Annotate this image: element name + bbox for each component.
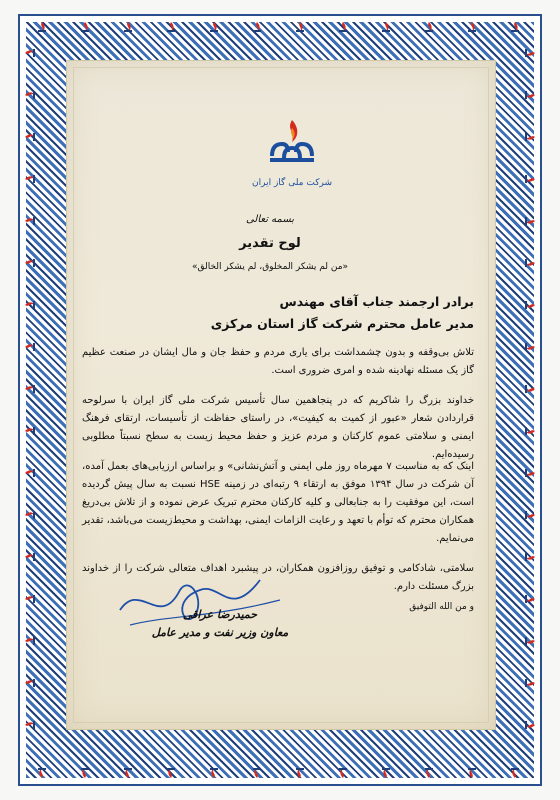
flame-icon (525, 383, 535, 395)
flame-icon (525, 509, 535, 521)
flame-icon (525, 341, 535, 353)
flame-icon (25, 299, 35, 311)
flame-icon (525, 467, 535, 479)
flame-icon (337, 22, 349, 32)
certificate-title: لوح تقدیر (239, 236, 301, 251)
flame-icon (25, 47, 35, 59)
flame-icon (122, 22, 134, 32)
flame-icon (525, 593, 535, 605)
flame-icon (525, 551, 535, 563)
flame-icon (25, 173, 35, 185)
flame-icon (25, 341, 35, 353)
flame-icon (25, 635, 35, 647)
flame-icon (525, 47, 535, 59)
flame-icon (525, 719, 535, 731)
flame-icon (423, 768, 435, 778)
flame-icon (25, 719, 35, 731)
flame-icon (208, 768, 220, 778)
flame-icon (525, 89, 535, 101)
flame-icon (525, 677, 535, 689)
flame-icon (25, 257, 35, 269)
flame-icon (525, 299, 535, 311)
flame-icon (165, 768, 177, 778)
recipient-line-1: برادر ارجمند جناب آقای مهندس (279, 294, 474, 309)
flame-icon (36, 768, 48, 778)
flame-icon (525, 425, 535, 437)
flame-icon (509, 768, 521, 778)
basmala: بسمه تعالی (245, 214, 295, 225)
flame-icon (122, 768, 134, 778)
flame-icon (79, 22, 91, 32)
flame-icon (509, 22, 521, 32)
flame-icon (25, 467, 35, 479)
flame-icon (251, 768, 263, 778)
flame-icon (25, 509, 35, 521)
flame-icon (466, 22, 478, 32)
certificate-subtitle: «من لم یشکر المخلوق، لم یشکر الخالق» (191, 262, 349, 272)
body-paragraph-2: خداوند بزرگ را شاکریم که در پنجاهمین سال تأسیس شرکت ملی گاز ایران با سرلوحه قراردادن شعار «عبور از کمیت به کیفیت»، در راستای حفاظت از تأسیسات، ارتقای فرهنگ ایمنی و سلامتی عموم کارکنان و مردم عزیز و حفظ محیط زیست به سطح نسبتاً مطلوبی رسیده‌ایم. (82, 395, 474, 460)
flame-icon (466, 768, 478, 778)
signer-title: معاون وزیر نفت و مدیر عامل (151, 626, 289, 639)
flame-icon (251, 22, 263, 32)
body-paragraph-4: سلامتی، شادکامی و توفیق روزافزون همکاران، در پیشبرد اهداف متعالی شرکت را از خداوند بزرگ مسئلت دارم. (82, 563, 474, 592)
flame-icon (25, 551, 35, 563)
flame-icon (208, 22, 220, 32)
flame-icon (25, 89, 35, 101)
flame-icon (525, 131, 535, 143)
flame-icon (25, 131, 35, 143)
recipient-line-2: مدیر عامل محترم شرکت گاز استان مرکزی (210, 316, 474, 331)
signer-name: حمیدرضا عراقی (182, 608, 258, 621)
flame-icon (525, 257, 535, 269)
body-paragraph-3: اینک که به مناسبت ۷ مهرماه روز ملی ایمنی و آتش‌نشانی» و براساس ارزیابی‌های بعمل آمده، آن شرکت در سال ۱۳۹۴ موفق به ارتقاء ۹ رتبه‌ای در زمینه HSE نسبت به سال پیش گردیده است، این موفقیت را به جنابعالی و کلیه کارکنان محترم تبریک عرض نموده و از تلاش بی‌دریغ همکاران محترم که توأم با تعهد و رعایت الزامات ایمنی، بهداشت و محیط‌زیست می‌باشد، تقدیر می‌نمایم. (82, 461, 475, 544)
flame-icon (525, 215, 535, 227)
body-paragraph-1: تلاش بی‌وقفه و بدون چشمداشت برای یاری مردم و حفظ جان و مال ایشان در صنعت عظیم گاز یک مسئله نهادینه شده و امری ضروری است. (82, 347, 474, 376)
nigc-flame-logo-icon (262, 116, 322, 176)
flame-icon (25, 425, 35, 437)
flame-icon (25, 383, 35, 395)
flame-icon (25, 677, 35, 689)
flame-icon (294, 768, 306, 778)
flame-icon (165, 22, 177, 32)
flame-icon (25, 215, 35, 227)
flame-icon (36, 22, 48, 32)
flame-icon (380, 768, 392, 778)
logo-caption: شرکت ملی گاز ایران (252, 178, 332, 188)
flame-icon (380, 22, 392, 32)
flame-icon (525, 635, 535, 647)
flame-icon (79, 768, 91, 778)
flame-icon (337, 768, 349, 778)
closing-phrase: و من الله التوفیق (409, 602, 474, 612)
flame-icon (525, 173, 535, 185)
flame-icon (25, 593, 35, 605)
flame-icon (294, 22, 306, 32)
flame-icon (423, 22, 435, 32)
